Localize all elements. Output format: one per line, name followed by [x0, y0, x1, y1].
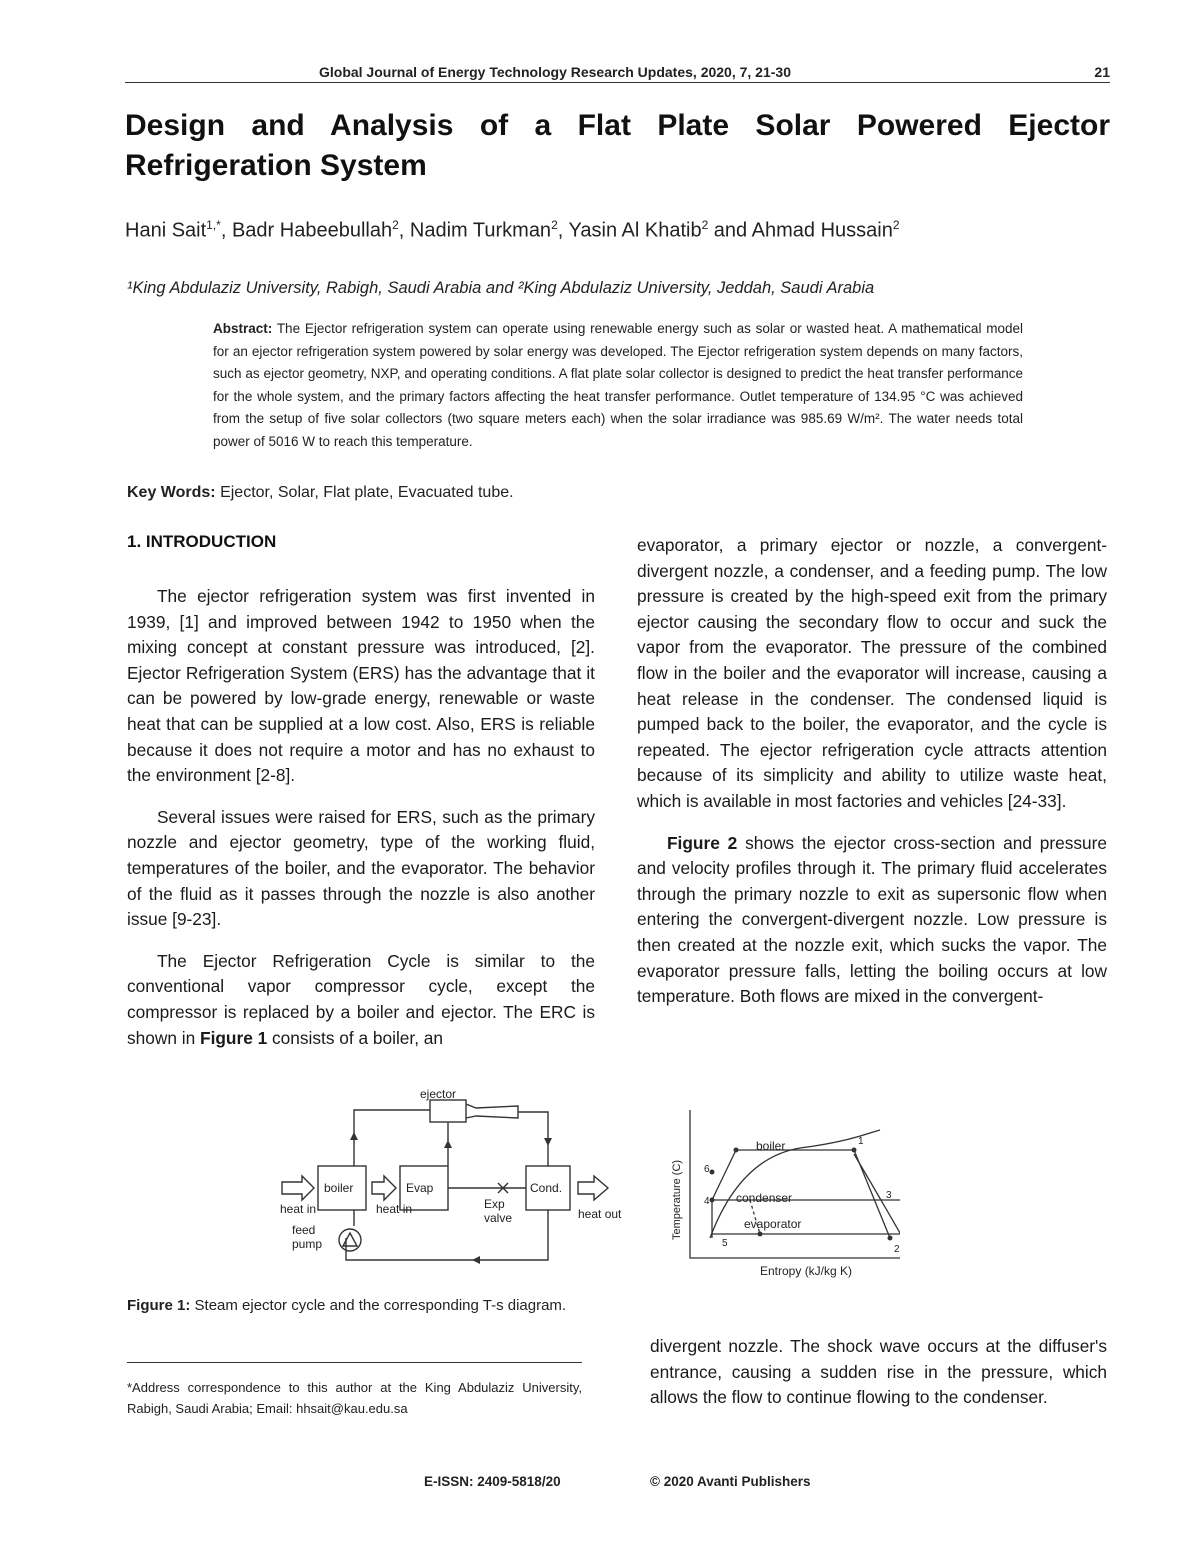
ejector-to-cond-line: [518, 1112, 548, 1166]
paragraph-text: shows the ejector cross-section and pressure and velocity profiles through it. The primary fluid accelerates through the primary nozzle to exit as supersonic flow when entering the convergent-divergent nozzle. Low pressure is then created at the nozzle exit, which sucks the vapor. The evaporator pressure falls, letting the boiling occurs at low temperature. Both flows are mixed in the convergent-: [637, 832, 1107, 1007]
ts-condenser-label: condenser: [736, 1191, 793, 1205]
author-name: Ahmad Hussain: [751, 219, 893, 242]
ts-point-label: 6: [704, 1164, 710, 1175]
heat-out-arrow: [578, 1176, 608, 1200]
ts-point-label: 4: [704, 1196, 710, 1207]
author-sup: 2: [701, 218, 709, 232]
ts-ylabel: Temperature (C): [671, 1159, 683, 1240]
heat-in-arrow-2: [372, 1176, 396, 1200]
author-sup: 2: [892, 218, 900, 232]
paragraph: [637, 831, 1107, 1010]
author-list: [125, 218, 1110, 243]
paragraph: divergent nozzle. The shock wave occurs at the diffuser's entrance, causing a sudden rise in the pressure, which allows the flow to continue flowing to the condenser.: [650, 1336, 1107, 1408]
author-sup: 2: [551, 218, 558, 232]
paragraph: [127, 949, 595, 1051]
paragraph-text: The Ejector Refrigeration Cycle is similar to the conventional vapor compressor cycle, except the compressor is replaced by a boiler and ejector. The ERC is shown in: [127, 950, 595, 1048]
return-line: [346, 1210, 548, 1260]
exp-valve-label: valve: [484, 1211, 513, 1225]
heat-in-arrow-1: [282, 1176, 314, 1200]
author-sup: 1,*: [206, 218, 221, 232]
heat-in-label: heat in: [280, 1202, 317, 1216]
ts-point-label: 2: [894, 1244, 900, 1255]
figure-ref[interactable]: Figure 1: [200, 1027, 268, 1048]
heat-out-label: heat out: [578, 1207, 622, 1221]
footnote: *Address correspondence to this author at the King Abdulaziz University, Rabigh, Saudi Arabia; Email: hhsait@kau.edu.sa: [127, 1380, 582, 1416]
feed-pump-triangle: [343, 1233, 357, 1246]
left-column: [127, 584, 595, 1067]
ts-evaporator-label: evaporator: [744, 1217, 802, 1231]
author-name: Nadim Turkman: [409, 219, 552, 242]
ts-point-label: 5: [722, 1238, 728, 1249]
abstract-text: The Ejector refrigeration system can operate using renewable energy such as solar or wasted heat. A mathematical model for an ejector refrigeration system powered by solar energy was developed. The Ejector refrigeration system depends on many factors, such as ejector geometry, NXP, and operating conditions. A flat plate solar collector is designed to predict the heat transfer performance for the whole system, and the primary factors affecting the heat transfer performance. Outlet temperature of 134.95 °C was achieved from the setup of five solar collectors (two square meters each) when the solar irradiance was 985.69 W/m². The water needs total power of 5016 W to reach this temperature.: [213, 321, 1023, 449]
footnote-rule: [127, 1362, 582, 1363]
boiler-label: boiler: [324, 1181, 354, 1195]
ts-point-label: 3: [886, 1190, 892, 1201]
ts-diagram: [690, 1110, 900, 1258]
feed-pump-label: feed: [292, 1223, 316, 1237]
paragraph: Several issues were raised for ERS, such as the primary nozzle and ejector geometry, type of the working fluid, temperatures of the boiler, and the evaporator. The behavior of the fluid as it passes through the nozzle is also another issue [9-23].: [127, 806, 595, 930]
right-column-continued: [650, 1334, 1107, 1427]
keywords-text: Ejector, Solar, Flat plate, Evacuated tube.: [220, 484, 514, 501]
ts-labels: [671, 1136, 900, 1278]
ejector-box: [430, 1100, 466, 1122]
caption-label: Figure 1:: [127, 1297, 191, 1314]
author-sep: ,: [220, 219, 232, 242]
ts-point-label: 1: [858, 1136, 864, 1147]
author-sep: and: [708, 219, 752, 242]
evap-label: Evap: [406, 1181, 434, 1195]
figure-1-svg: [280, 1088, 900, 1288]
footer-copyright: © 2020 Avanti Publishers: [650, 1474, 811, 1489]
feed-pump-label: pump: [292, 1237, 323, 1251]
paper-title: Design and Analysis of a Flat Plate Solar Powered Ejector Refrigeration System: [125, 109, 1110, 182]
figure-ref[interactable]: Figure 2: [667, 832, 738, 853]
author-sup: 2: [392, 218, 399, 232]
header-rule: [125, 82, 1110, 83]
affiliation: ¹King Abdulaziz University, Rabigh, Saudi Arabia and ²King Abdulaziz University, Jeddah, Saudi Arabia: [127, 279, 875, 297]
author-name: Yasin Al Khatib: [568, 219, 702, 242]
exp-valve-label: Exp: [484, 1197, 505, 1211]
page-number: 21: [1094, 64, 1110, 80]
journal-name: Global Journal of Energy Technology Research Updates, 2020, 7, 21-30: [318, 64, 791, 80]
abstract-label: Abstract:: [213, 321, 273, 336]
keywords-label: Key Words:: [127, 484, 216, 501]
paragraph: evaporator, a primary ejector or nozzle, a convergent-divergent nozzle, a condenser, and a feeding pump. The low pressure is created by the high-speed exit from the primary ejector causing the secondary flow to occur and suck the vapor from the evaporator. The pressure of the combined flow in the boiler and the evaporator will increase, causing a heat release in the condenser. The condensed liquid is pumped back to the boiler, the evaporator, and the cycle is repeated. The ejector refrigeration cycle attracts attention because of its simplicity and ability to utilize waste heat, which is available in most factories and vehicles [24-33].: [637, 535, 1107, 811]
author-name: Hani Sait: [125, 219, 207, 242]
author-sep: ,: [398, 219, 410, 242]
ts-boiler-label: boiler: [756, 1139, 786, 1153]
flow-arrowheads: [350, 1132, 552, 1264]
ejector-cycle-schematic: [282, 1100, 608, 1260]
boiler-to-ejector-line: [354, 1110, 430, 1166]
schematic-labels: [280, 1088, 622, 1251]
cond-label: Cond.: [530, 1181, 563, 1195]
section-heading: 1. INTRODUCTION: [127, 532, 277, 551]
paragraph-text: consists of a boiler, an: [267, 1027, 444, 1048]
figure-caption: [127, 1297, 566, 1314]
abstract: [213, 318, 1023, 453]
ejector-label: ejector: [420, 1088, 457, 1101]
ejector-nozzle: [466, 1104, 518, 1118]
right-column: [637, 533, 1107, 1026]
footer-issn: E-ISSN: 2409-5818/20: [424, 1474, 561, 1489]
figure-1: [280, 1088, 900, 1288]
keywords: [127, 484, 1112, 502]
heat-in-label: heat in: [376, 1202, 413, 1216]
ts-xlabel: Entropy (kJ/kg K): [760, 1264, 853, 1278]
author-name: Badr Habeebullah: [231, 219, 393, 242]
author-sep: ,: [557, 219, 569, 242]
caption-text: Steam ejector cycle and the corresponding T-s diagram.: [194, 1297, 567, 1314]
paragraph: The ejector refrigeration system was first invented in 1939, [1] and improved between 1942 to 1950 when the mixing concept at constant pressure was introduced, [2]. Ejector Refrigeration System (ERS) has the advantage that it can be powered by low-grade energy, renewable or waste heat that can be supplied at a low cost. Also, ERS is reliable because it does not require a motor and has no exhaust to the environment [2-8].: [127, 586, 595, 786]
